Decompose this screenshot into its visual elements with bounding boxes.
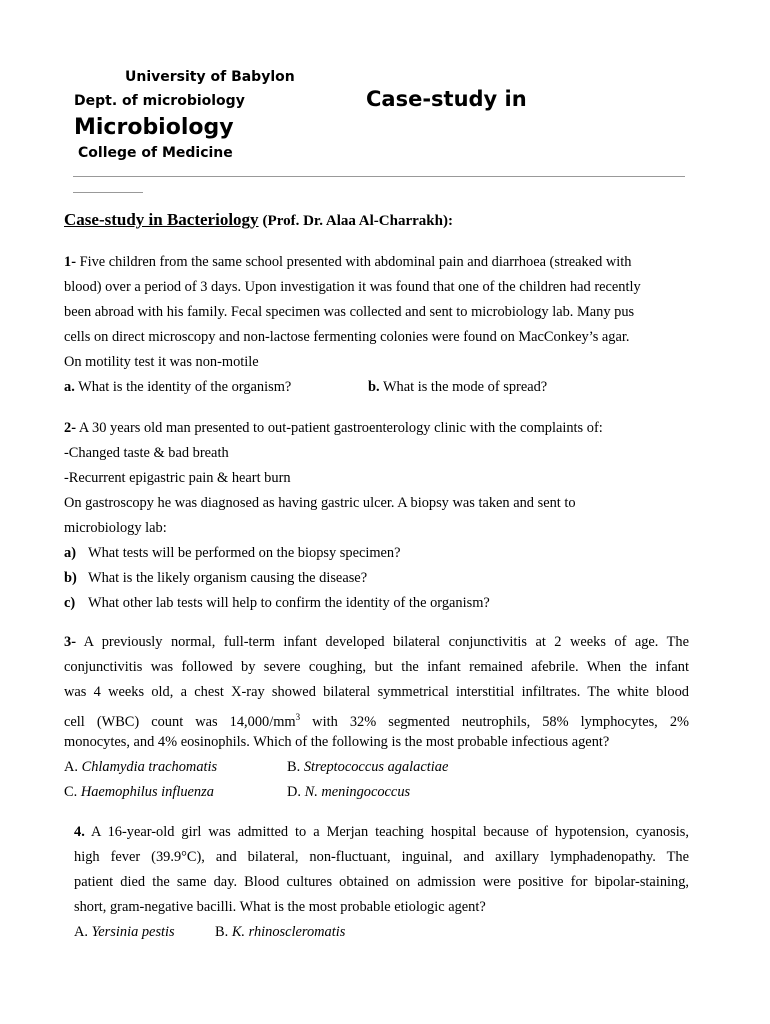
q2-line: -Changed taste & bad breath bbox=[64, 445, 229, 461]
q3-text: with 32% segmented neutrophils, 58% lymphocytes, 2% bbox=[300, 713, 690, 730]
q4-line: patient died the same day. Blood cultures obtained on admission were positive for bipolar-staining, bbox=[74, 874, 689, 890]
q4-option-text: Yersinia pestis bbox=[91, 924, 175, 940]
q3-line: conjunctivitis was followed by severe coughing, but the infant remained afebrile. When the infant bbox=[64, 659, 689, 675]
q1-a-label: a. bbox=[64, 379, 75, 395]
q1-line: blood) over a period of 3 days. Upon investigation it was found that one of the children had recently bbox=[64, 279, 641, 295]
question-3 bbox=[64, 630, 689, 805]
q1-line: been abroad with his family. Fecal specimen was collected and sent to microbiology lab. Many pus bbox=[64, 304, 635, 320]
q4-option-label: B. bbox=[215, 924, 229, 940]
q3-option-label: B. bbox=[287, 759, 301, 775]
q3-option-text: N. meningococcus bbox=[304, 784, 411, 800]
document-title bbox=[64, 210, 453, 230]
subject-heading: Microbiology bbox=[74, 115, 234, 140]
q2-item bbox=[64, 566, 686, 591]
q4-number: 4. bbox=[74, 824, 85, 840]
q4-line bbox=[74, 820, 689, 845]
q1-b-text: What is the mode of spread? bbox=[382, 379, 548, 395]
q3-options-row bbox=[64, 780, 689, 805]
q1-b bbox=[368, 375, 547, 400]
q2-line: microbiology lab: bbox=[64, 520, 167, 536]
q2-item-text: What is the likely organism causing the disease? bbox=[88, 570, 368, 586]
q3-option-text: Streptococcus agalactiae bbox=[303, 759, 449, 775]
q2-line: -Recurrent epigastric pain & heart burn bbox=[64, 470, 291, 486]
q1-a-text: What is the identity of the organism? bbox=[78, 379, 292, 395]
college-name: College of Medicine bbox=[78, 145, 233, 161]
q1-subquestions bbox=[64, 375, 686, 400]
q1-a bbox=[64, 379, 291, 395]
q4-option bbox=[74, 924, 175, 940]
q4-line: high fever (39.9°C), and bilateral, non-fluctuant, inguinal, and axillary lymphadenopathy. The bbox=[74, 849, 689, 865]
q3-option-label: A. bbox=[64, 759, 78, 775]
question-2 bbox=[64, 416, 686, 616]
q3-superscript: 3 bbox=[295, 712, 301, 722]
university-name: University of Babylon bbox=[125, 69, 295, 85]
q3-text: cell (WBC) count was 14,000/mm bbox=[64, 713, 296, 730]
q2-item-label: a) bbox=[64, 545, 76, 561]
q1-line bbox=[64, 250, 686, 275]
q4-options-row bbox=[74, 920, 689, 945]
q2-item-label: c) bbox=[64, 595, 76, 611]
q1-b-label: b. bbox=[368, 379, 380, 395]
question-1 bbox=[64, 250, 686, 400]
q3-option-text: Haemophilus influenza bbox=[80, 784, 214, 800]
q3-options-row bbox=[64, 755, 689, 780]
question-4 bbox=[74, 820, 689, 945]
q3-option-text: Chlamydia trachomatis bbox=[81, 759, 218, 775]
q3-line: monocytes, and 4% eosinophils. Which of the following is the most probable infectious agent? bbox=[64, 734, 610, 750]
q2-text: A 30 years old man presented to out-patient gastroenterology clinic with the complaints of: bbox=[78, 420, 603, 436]
q3-line: was 4 weeks old, a chest X-ray showed bilateral symmetrical interstitial infiltrates. The white blood bbox=[64, 684, 689, 700]
q2-line bbox=[64, 416, 686, 441]
q2-item-text: What tests will be performed on the biopsy specimen? bbox=[88, 545, 401, 561]
title-author: (Prof. Dr. Alaa Al-Charrakh): bbox=[262, 213, 453, 229]
q3-number: 3- bbox=[64, 634, 76, 650]
q1-number: 1- bbox=[64, 254, 76, 270]
q1-line: cells on direct microscopy and non-lactose fermenting colonies were found on MacConkey’s agar. bbox=[64, 329, 630, 345]
q4-text: A 16-year-old girl was admitted to a Merjan teaching hospital because of hypotension, cyanosis, bbox=[90, 824, 689, 840]
header-divider bbox=[73, 176, 685, 177]
q4-option bbox=[215, 920, 345, 945]
q3-line bbox=[64, 630, 689, 655]
q2-line: On gastroscopy he was diagnosed as having gastric ulcer. A biopsy was taken and sent to bbox=[64, 495, 576, 511]
q2-item-text: What other lab tests will help to confirm the identity of the organism? bbox=[88, 595, 490, 611]
title-main: Case-study in Bacteriology bbox=[64, 210, 259, 229]
q4-option-text: K. rhinoscleromatis bbox=[231, 924, 346, 940]
q3-option bbox=[64, 784, 214, 800]
q3-option bbox=[287, 755, 448, 780]
department-name: Dept. of microbiology bbox=[74, 93, 245, 109]
q3-option-label: D. bbox=[287, 784, 301, 800]
q1-text: Five children from the same school presented with abdominal pain and diarrhoea (streaked with bbox=[79, 254, 632, 270]
header-divider-short bbox=[73, 192, 143, 193]
q3-text: A previously normal, full-term infant developed bilateral conjunctivitis at 2 weeks of age. The bbox=[83, 634, 689, 650]
q2-item bbox=[64, 591, 686, 616]
q3-line bbox=[64, 705, 689, 730]
q4-option-label: A. bbox=[74, 924, 88, 940]
q4-line: short, gram-negative bacilli. What is the most probable etiologic agent? bbox=[74, 899, 486, 915]
q2-item-label: b) bbox=[64, 570, 77, 586]
q1-line: On motility test it was non-motile bbox=[64, 354, 259, 370]
q3-option bbox=[287, 780, 410, 805]
q3-option-label: C. bbox=[64, 784, 78, 800]
case-study-heading: Case-study in bbox=[366, 87, 527, 111]
q3-option bbox=[64, 759, 217, 775]
q2-number: 2- bbox=[64, 420, 76, 436]
q2-item bbox=[64, 541, 686, 566]
